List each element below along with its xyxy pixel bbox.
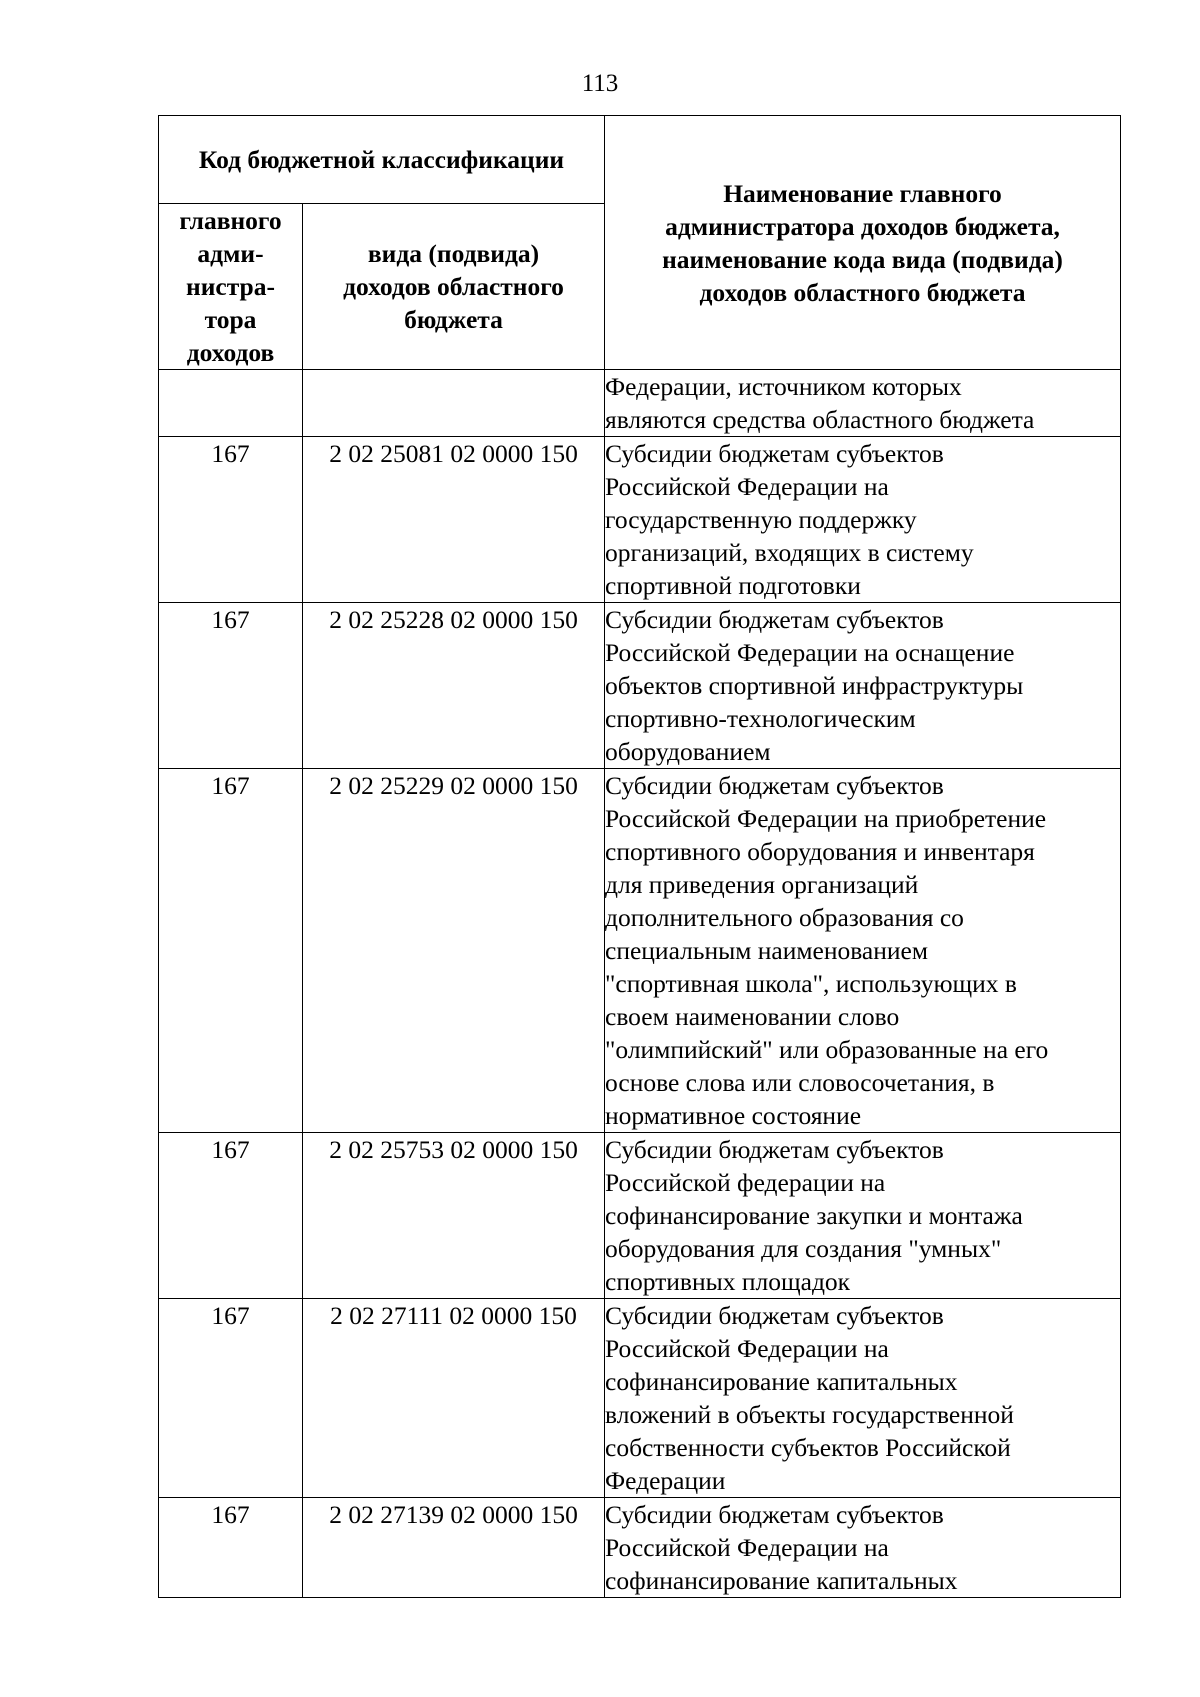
- income-code-cell: 2 02 25229 02 0000 150: [303, 769, 605, 1133]
- income-name-line: софинансирование закупки и монтажа: [605, 1201, 1023, 1230]
- header-budget-classification-code: Код бюджетной классификации: [159, 116, 605, 204]
- header-admin-line: адми-: [197, 239, 264, 268]
- income-name-cell: [605, 370, 1121, 437]
- header-main-administrator: [159, 204, 303, 370]
- income-name-cell: [605, 1498, 1121, 1598]
- income-name-line: организаций, входящих в систему: [605, 538, 974, 567]
- income-name-line: являются средства областного бюджета: [605, 405, 1035, 434]
- income-name-line: оборудованием: [605, 737, 771, 766]
- income-name-cell: [605, 1299, 1121, 1498]
- admin-code-cell: 167: [159, 1133, 303, 1299]
- income-name-line: спортивно-технологическим: [605, 704, 916, 733]
- header-name-line: доходов областного бюджета: [699, 277, 1026, 307]
- income-name-line: государственную поддержку: [605, 505, 917, 534]
- income-name-line: спортивной подготовки: [605, 571, 861, 600]
- income-code-cell: [303, 370, 605, 437]
- table-row: [159, 603, 1121, 769]
- table-row: [159, 1133, 1121, 1299]
- header-name-line: наименование кода вида (подвида): [662, 244, 1063, 274]
- budget-classification-table: [158, 115, 1121, 1598]
- header-name-line: Наименование главного: [723, 178, 1002, 208]
- income-name-line: объектов спортивной инфраструктуры: [605, 671, 1024, 700]
- income-code-cell: 2 02 25753 02 0000 150: [303, 1133, 605, 1299]
- income-name-cell: [605, 769, 1121, 1133]
- income-name-line: оборудования для создания "умных": [605, 1234, 1002, 1263]
- header-admin-line: тора: [204, 305, 257, 334]
- header-admin-line: нистра-: [186, 272, 275, 301]
- income-name-line: дополнительного образования со: [605, 903, 964, 932]
- income-name-line: Субсидии бюджетам субъектов: [605, 771, 944, 800]
- income-name-line: софинансирование капитальных: [605, 1566, 958, 1595]
- income-name-line: вложений в объекты государственной: [605, 1400, 1014, 1429]
- admin-code-cell: 167: [159, 1299, 303, 1498]
- income-name-line: Российской Федерации на приобретение: [605, 804, 1047, 833]
- income-name-line: Российской Федерации на: [605, 1533, 889, 1562]
- income-name-line: спортивного оборудования и инвентаря: [605, 837, 1035, 866]
- income-code-cell: 2 02 25081 02 0000 150: [303, 437, 605, 603]
- header-type-line: бюджета: [404, 305, 503, 334]
- income-name-line: спортивных площадок: [605, 1267, 851, 1296]
- income-name-line: Российской Федерации на: [605, 1334, 889, 1363]
- table-row: [159, 370, 1121, 437]
- table-body: [159, 370, 1121, 1598]
- header-type-line: доходов областного: [343, 272, 564, 301]
- header-income-type: [303, 204, 605, 370]
- income-code-cell: 2 02 27111 02 0000 150: [303, 1299, 605, 1498]
- income-name-line: Российской федерации на: [605, 1168, 886, 1197]
- income-name-cell: [605, 1133, 1121, 1299]
- income-name-line: нормативное состояние: [605, 1101, 862, 1130]
- income-name-line: Субсидии бюджетам субъектов: [605, 1500, 944, 1529]
- income-name-line: специальным наименованием: [605, 936, 928, 965]
- income-name-line: Российской Федерации на: [605, 472, 889, 501]
- income-name-line: "спортивная школа", использующих в: [605, 969, 1017, 998]
- header-administrator-name: [605, 116, 1121, 370]
- header-type-line: вида (подвида): [367, 239, 540, 268]
- header-row-top: [159, 116, 1121, 204]
- income-name-cell: [605, 603, 1121, 769]
- income-name-line: Федерации, источником которых: [605, 372, 962, 401]
- admin-code-cell: 167: [159, 437, 303, 603]
- header-admin-line: доходов: [186, 338, 275, 367]
- income-name-line: основе слова или словосочетания, в: [605, 1068, 995, 1097]
- income-name-line: "олимпийский" или образованные на его: [605, 1035, 1049, 1064]
- income-name-line: собственности субъектов Российской: [605, 1433, 1011, 1462]
- income-name-line: Субсидии бюджетам субъектов: [605, 439, 944, 468]
- income-name-line: софинансирование капитальных: [605, 1367, 958, 1396]
- admin-code-cell: [159, 370, 303, 437]
- income-name-line: Федерации: [605, 1466, 726, 1495]
- income-code-cell: 2 02 27139 02 0000 150: [303, 1498, 605, 1598]
- income-name-line: Российской Федерации на оснащение: [605, 638, 1015, 667]
- income-name-line: Субсидии бюджетам субъектов: [605, 1135, 944, 1164]
- income-name-line: Субсидии бюджетам субъектов: [605, 605, 944, 634]
- income-name-line: для приведения организаций: [605, 870, 919, 899]
- table-row: [159, 769, 1121, 1133]
- table-row: [159, 1498, 1121, 1598]
- table-row: [159, 1299, 1121, 1498]
- admin-code-cell: 167: [159, 603, 303, 769]
- header-name-line: администратора доходов бюджета,: [665, 211, 1060, 241]
- table-row: [159, 437, 1121, 603]
- admin-code-cell: 167: [159, 1498, 303, 1598]
- income-name-cell: [605, 437, 1121, 603]
- income-name-line: Субсидии бюджетам субъектов: [605, 1301, 944, 1330]
- income-code-cell: 2 02 25228 02 0000 150: [303, 603, 605, 769]
- income-name-line: своем наименовании слово: [605, 1002, 900, 1031]
- page-number: 113: [581, 70, 619, 97]
- header-admin-line: главного: [179, 206, 282, 235]
- admin-code-cell: 167: [159, 769, 303, 1133]
